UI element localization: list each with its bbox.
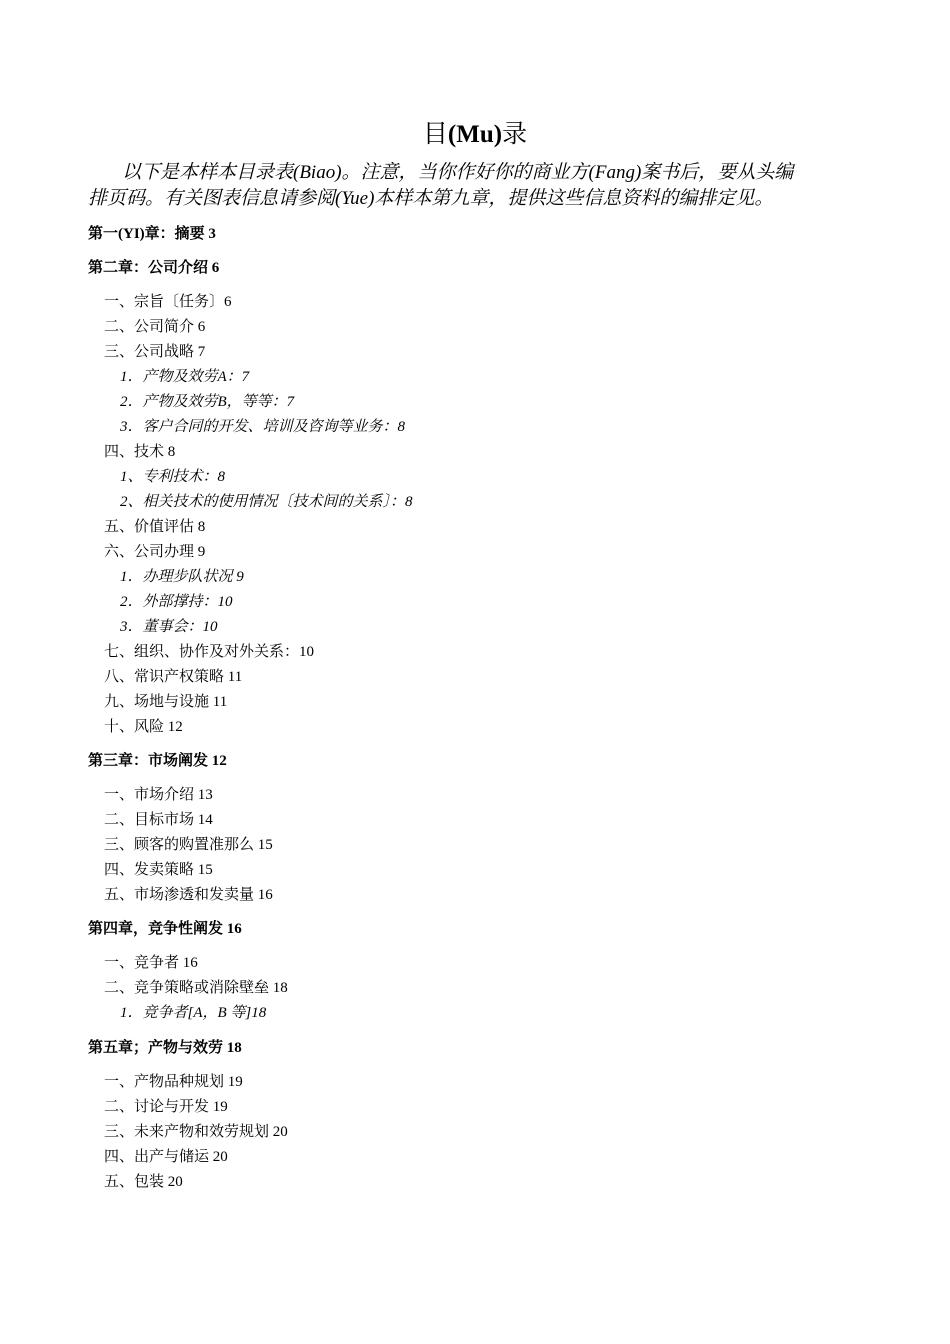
toc-entry: 1．竞争者[A，B 等]18 — [120, 1005, 267, 1021]
toc-entry: 五、包装 20 — [104, 1174, 183, 1190]
title-suffix: 录 — [502, 121, 528, 148]
toc-entry: 一、市场介绍 13 — [104, 787, 213, 803]
toc-entry: 二、讨论与开发 19 — [104, 1099, 228, 1115]
toc-entry: 五、价值评估 8 — [104, 519, 206, 535]
toc-entry: 四、发卖策略 15 — [104, 862, 213, 878]
toc-entry: 2．产物及效劳B，等等：7 — [120, 394, 295, 410]
toc-entry: 一、竞争者 16 — [104, 955, 198, 971]
intro-paragraph: 以下是本样本目录表(Biao)。注意，当你作好你的商业方(Fang)案书后，要从头编排页码。有关图表信息请参阅(Yue)本样本第九章，提供这些信息资料的编排定见。 — [88, 162, 794, 209]
toc-chapter: 第一(YI)章：摘要 3 — [88, 226, 216, 242]
title-bold: (Mu) — [447, 121, 503, 148]
toc-entry: 三、未来产物和效劳规划 20 — [104, 1124, 288, 1140]
toc-chapter: 第三章：市场阐发 12 — [88, 753, 227, 769]
toc-entry: 1．产物及效劳A：7 — [120, 369, 250, 385]
toc-entry: 二、公司简介 6 — [104, 319, 206, 335]
toc-entry: 三、顾客的购置准那么 15 — [104, 837, 273, 853]
toc-chapter: 第五章；产物与效劳 18 — [88, 1040, 242, 1056]
toc-entry: 2、相关技术的使用情况〔技术间的关系〕：8 — [120, 494, 413, 510]
toc-entry: 二、目标市场 14 — [104, 812, 213, 828]
toc-entry: 十、风险 12 — [104, 719, 183, 735]
toc-entry: 四、出产与储运 20 — [104, 1149, 228, 1165]
toc-entry: 七、组织、协作及对外关系：10 — [104, 644, 315, 660]
toc-entry: 六、公司办理 9 — [104, 544, 206, 560]
toc-entry: 三、公司战略 7 — [104, 344, 206, 360]
toc-entry: 3．董事会：10 — [120, 619, 218, 635]
toc-entry: 1．办理步队状况 9 — [120, 569, 244, 585]
toc-entry: 八、常识产权策略 11 — [104, 669, 243, 685]
toc-entry: 一、宗旨〔任务〕6 — [104, 294, 232, 310]
toc-entry: 四、技术 8 — [104, 444, 176, 460]
toc-entry: 2．外部撑持：10 — [120, 594, 233, 610]
toc-entry: 五、市场渗透和发卖量 16 — [104, 887, 273, 903]
toc-chapter: 第四章，竞争性阐发 16 — [88, 921, 242, 937]
toc-entry: 九、场地与设施 11 — [104, 694, 228, 710]
toc-entry: 1、专利技术：8 — [120, 469, 226, 485]
toc-chapter: 第二章：公司介绍 6 — [88, 260, 220, 276]
page-title — [0, 118, 950, 152]
toc-entry: 一、产物品种规划 19 — [104, 1074, 243, 1090]
toc-entry: 3．客户合同的开发、培训及咨询等业务：8 — [120, 419, 406, 435]
toc-entry: 二、竞争策略或消除壁垒 18 — [104, 980, 288, 996]
title-prefix: 目 — [422, 121, 448, 148]
